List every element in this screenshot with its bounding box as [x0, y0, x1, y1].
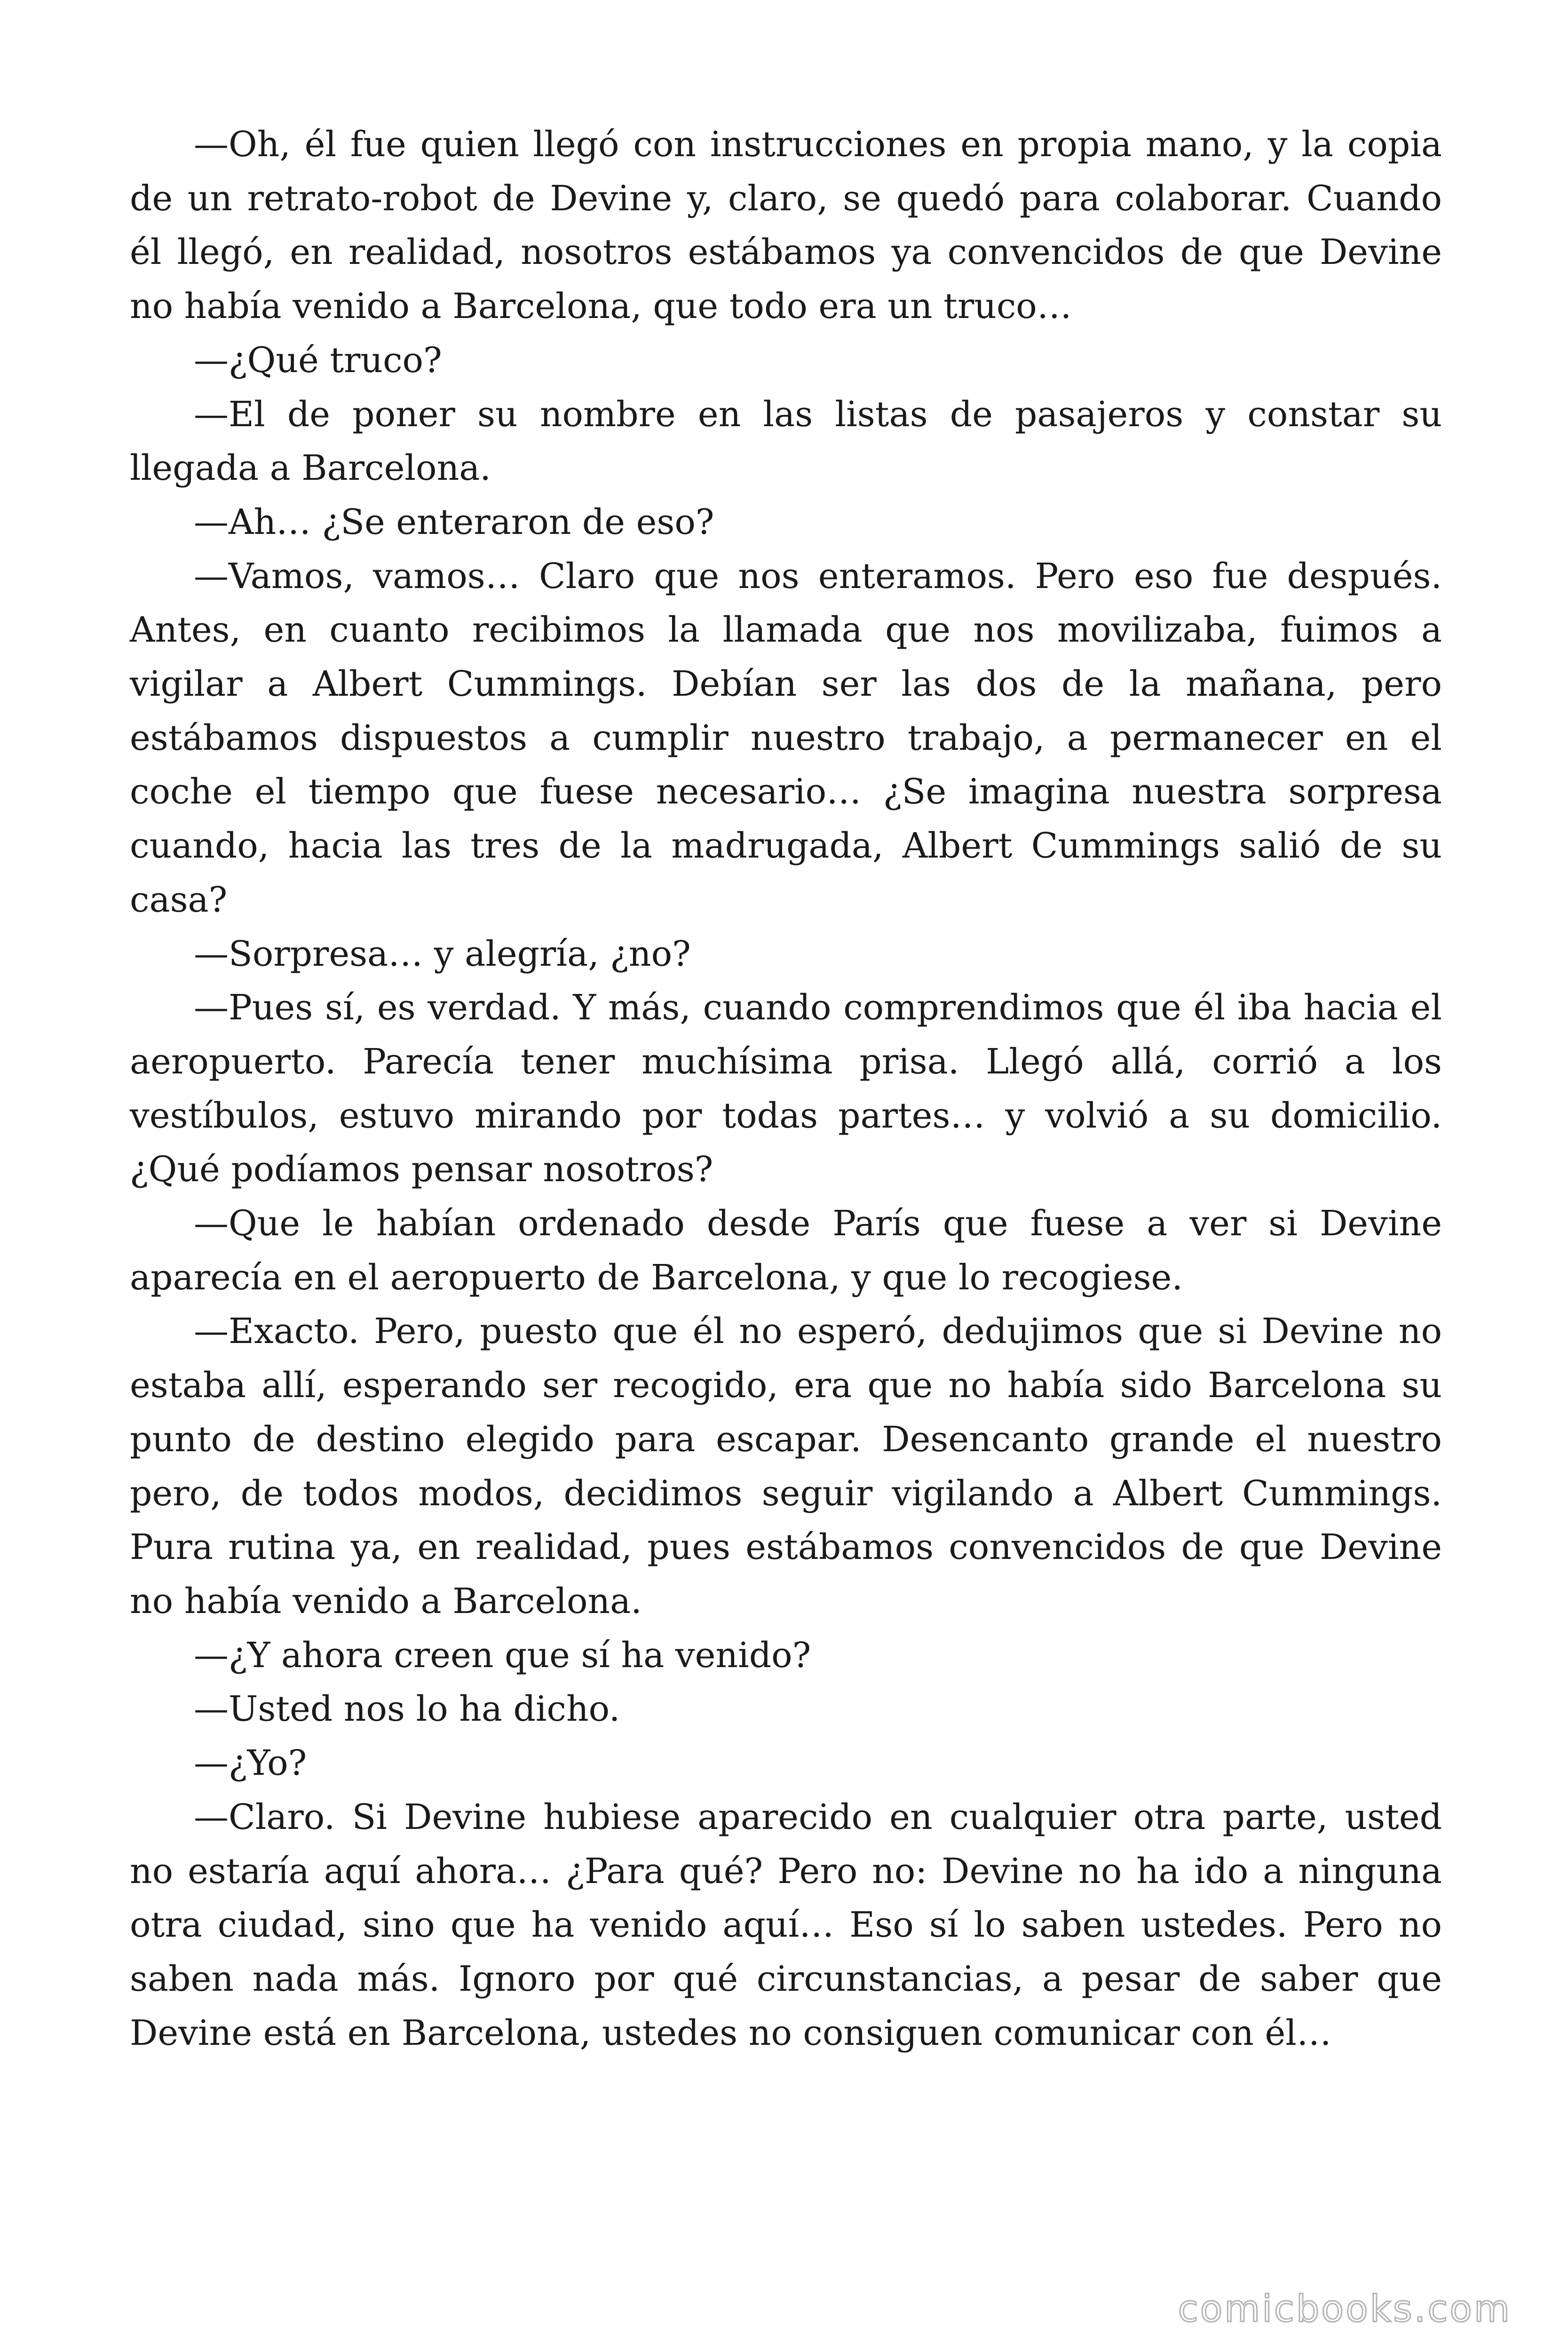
- paragraph: —¿Yo?: [194, 1743, 307, 1784]
- paragraph: —Ah… ¿Se enteraron de eso?: [194, 501, 714, 542]
- paragraph: —Sorpresa… y alegría, ¿no?: [194, 933, 691, 974]
- paragraph: —Usted nos lo ha dicho.: [194, 1689, 620, 1730]
- paragraph: —Vamos, vamos… Claro que nos enteramos. Pero eso fue después. Antes, en cuanto recibimos la llamada que nos movilizaba, fuimos a vigilar a Albert Cummings. Debían ser las dos de la mañana, pero estábamos dispuestos a cumplir nuestro trabajo, a permanecer en el coche el tiempo que fuese necesario… ¿Se imagina nuestra sorpresa cuando, hacia las tres de la madrugada, Albert Cummings salió de su casa?: [130, 556, 1442, 920]
- paragraph: —Pues sí, es verdad. Y más, cuando comprendimos que él iba hacia el aeropuerto. Parecía tener muchísima prisa. Llegó allá, corrió a los vestíbulos, estuvo mirando por todas partes… y volvió a su domicilio. ¿Qué podíamos pensar nosotros?: [130, 987, 1442, 1190]
- paragraph: —¿Qué truco?: [194, 340, 442, 381]
- paragraph: —Exacto. Pero, puesto que él no esperó, dedujimos que si Devine no estaba allí, esperando ser recogido, era que no había sido Barcelona su punto de destino elegido para escapar. Desencanto grande el nuestro pero, de todos modos, decidimos seguir vigilando a Albert Cummings. Pura rutina ya, en realidad, pues estábamos convencidos de que Devine no había venido a Barcelona.: [130, 1311, 1442, 1621]
- watermark-text: comicbooks.com: [1178, 2288, 1512, 2330]
- body-text: [130, 118, 1442, 2060]
- paragraph: —Claro. Si Devine hubiese aparecido en cualquier otra parte, usted no estaría aquí ahora… ¿Para qué? Pero no: Devine no ha ido a ninguna otra ciudad, sino que ha venido aquí… Eso sí lo saben ustedes. Pero no saben nada más. Ignoro por qué circunstancias, a pesar de saber que Devine está en Barcelona, ustedes no consiguen comunicar con él…: [130, 1796, 1442, 2053]
- paragraph: —El de poner su nombre en las listas de pasajeros y constar su llegada a Barcelona.: [130, 394, 1442, 489]
- paragraph: —Oh, él fue quien llegó con instrucciones en propia mano, y la copia de un retrato-robot de Devine y, claro, se quedó para colaborar. Cuando él llegó, en realidad, nosotros estábamos ya convencidos de que Devine no había venido a Barcelona, que todo era un truco…: [130, 124, 1442, 327]
- paragraph: —¿Y ahora creen que sí ha venido?: [194, 1635, 811, 1676]
- paragraph: —Que le habían ordenado desde París que fuese a ver si Devine aparecía en el aeropuerto de Barcelona, y que lo recogiese.: [130, 1203, 1442, 1298]
